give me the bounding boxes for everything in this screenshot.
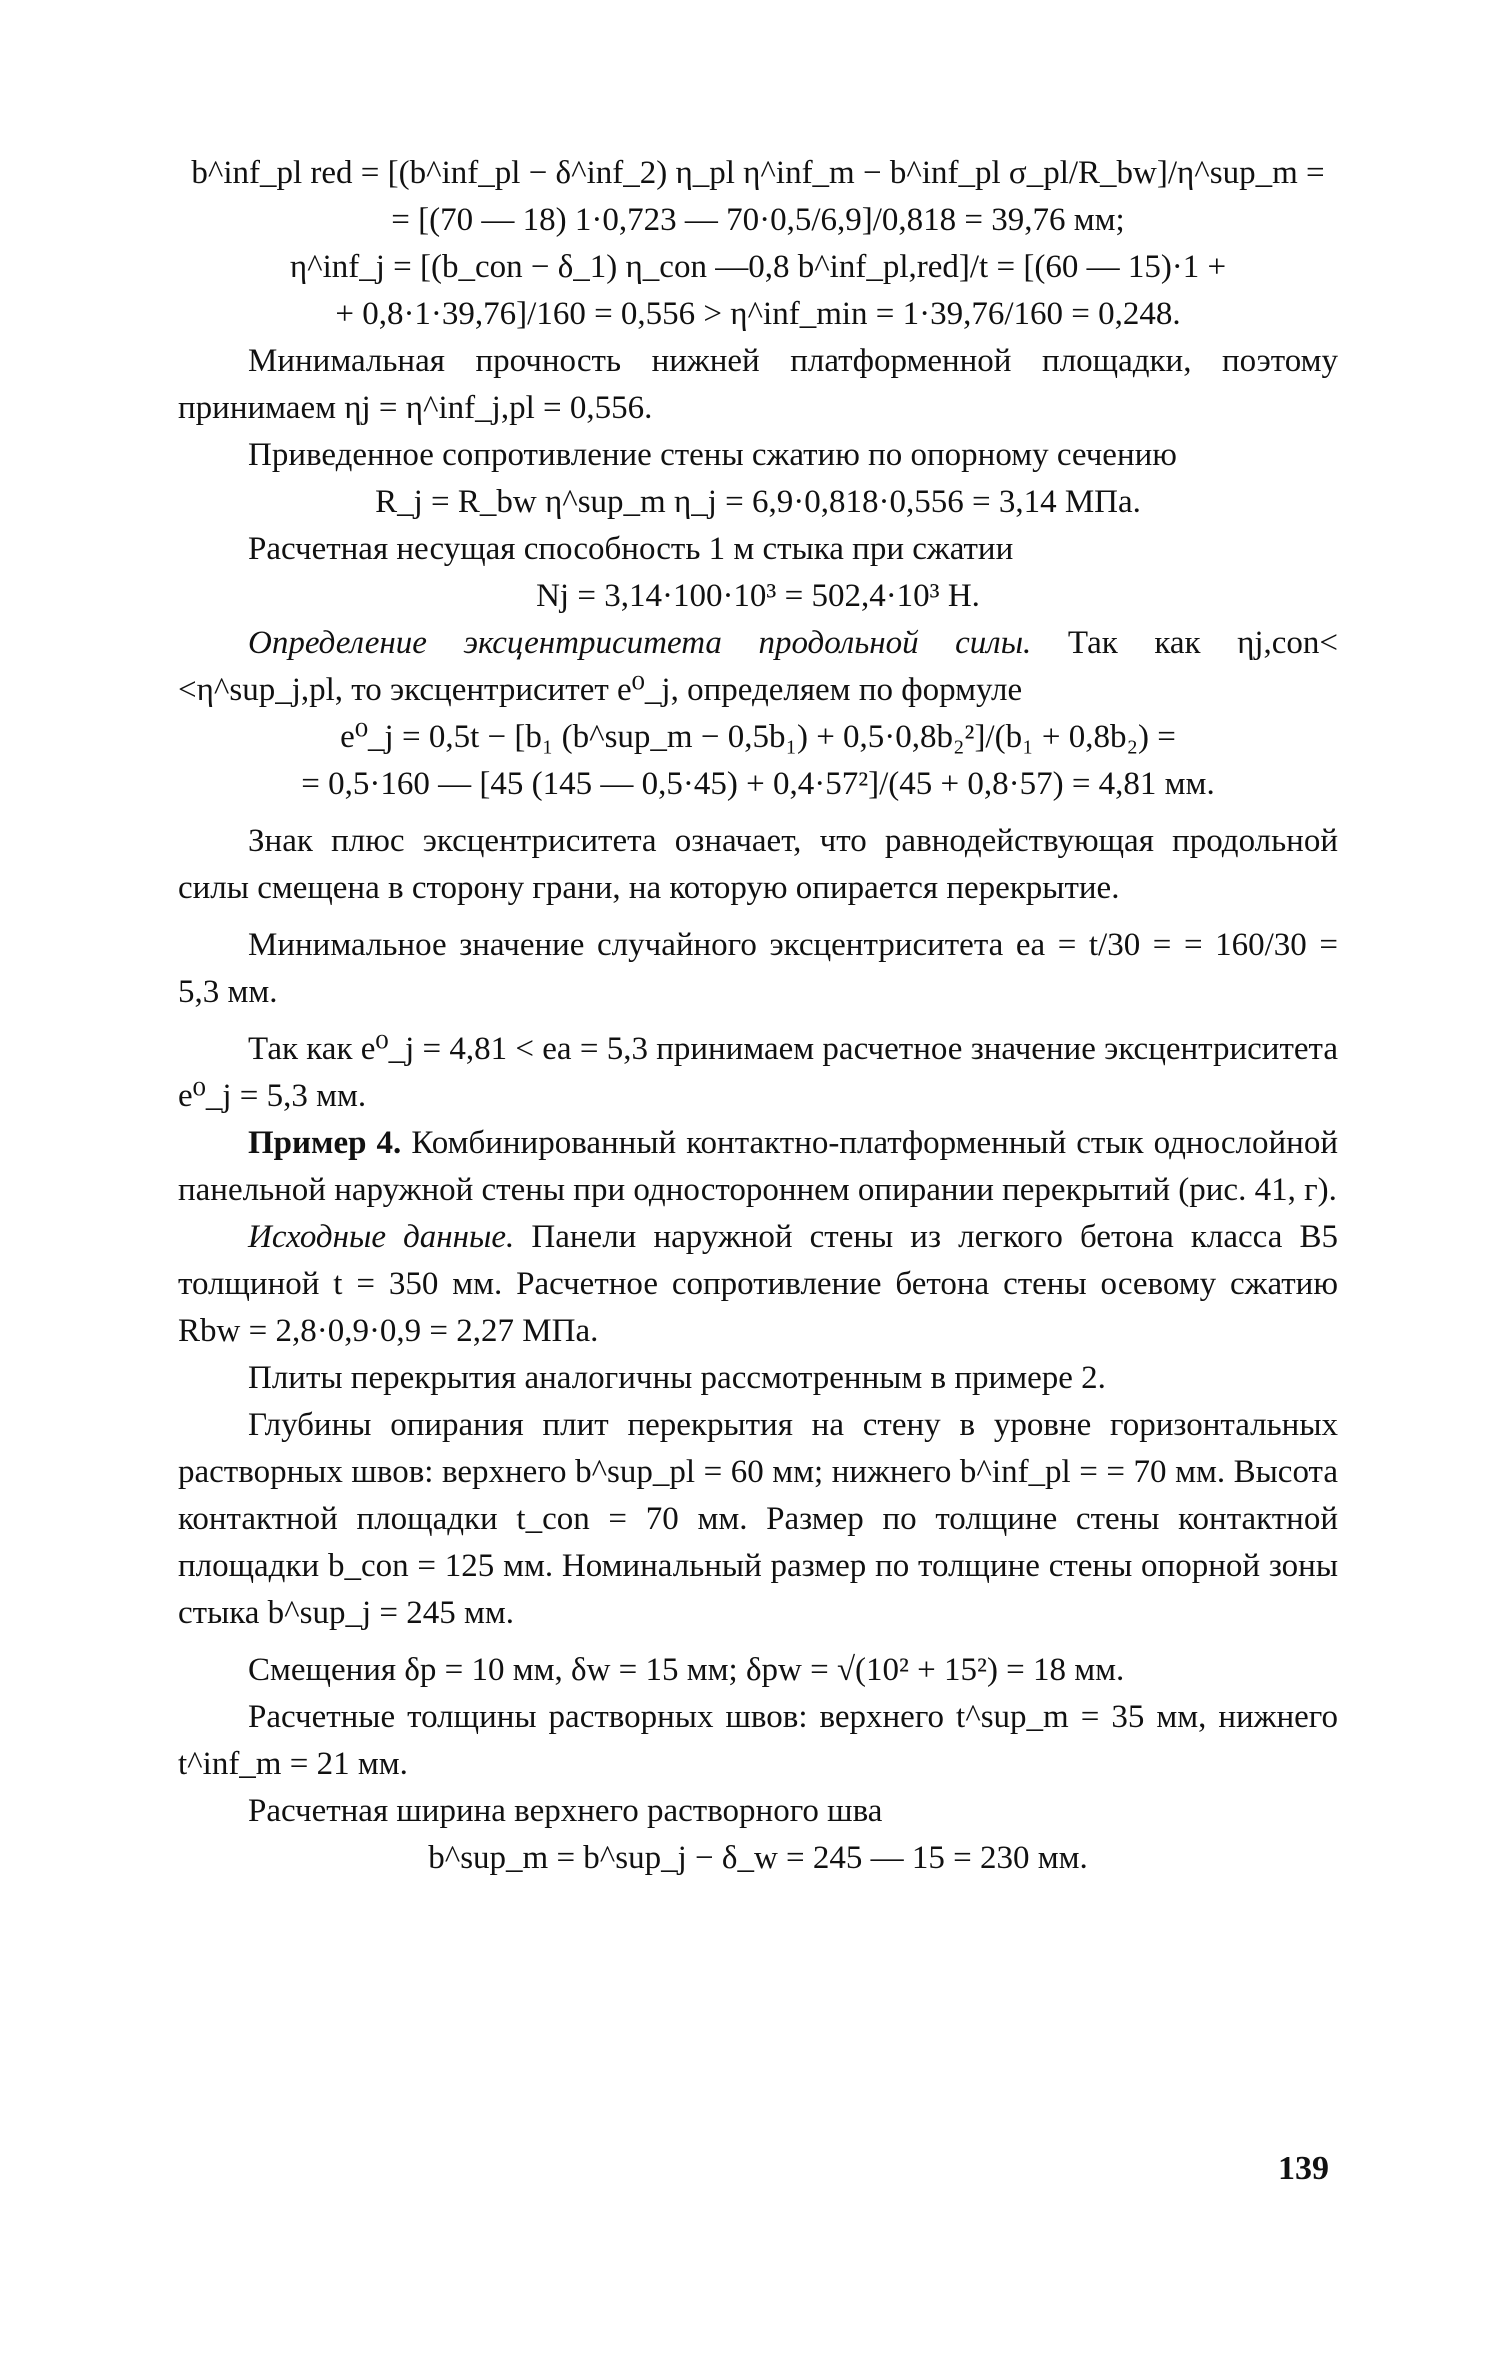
paragraph: Расчетная несущая способность 1 м стыка при сжатии xyxy=(248,531,1014,567)
paragraph xyxy=(178,1214,1338,1355)
paragraph-heading: Определение эксцентриситета продольной силы. xyxy=(248,625,1032,661)
equation-line: b^sup_m = b^sup_j − δ_w = 245 — 15 = 230 мм. xyxy=(428,1840,1088,1876)
paragraph-heading: Исходные данные. xyxy=(248,1219,515,1255)
equation-line: e⁰_j = 0,5t − [b₁ (b^sup_m − 0,5b₁) + 0,5·0,8b₂²]/(b₁ + 0,8b₂) = xyxy=(340,719,1176,755)
paragraph: Минимальная прочность нижней платформенной площадки, поэтому принимаем ηj = η^inf_j,pl = 0,556. xyxy=(178,343,1338,426)
paragraph-body: Так как ηj,con< <η^sup_j,pl, то эксцентриситет e⁰_j, определяем по формуле xyxy=(178,625,1338,708)
equation-line: b^inf_pl red = [(b^inf_pl − δ^inf_2) η_pl η^inf_m − b^inf_pl σ_pl/R_bw]/η^sup_m = xyxy=(191,155,1325,191)
paragraph: Знак плюс эксцентриситета означает, что равнодействующая продольной силы смещена в сторону грани, на которую опирается перекрытие. xyxy=(178,823,1338,906)
paragraph-body: Комбинированный контактно-платформенный стык однослойной панельной наружной стены при одностороннем опирании перекрытий (рис. 41, г). xyxy=(178,1125,1339,1208)
equation-line: = 0,5·160 — [45 (145 — 0,5·45) + 0,4·57²]/(45 + 0,8·57) = 4,81 мм. xyxy=(301,766,1215,802)
equation-line: η^inf_j = [(b_con − δ_1) η_con —0,8 b^inf_pl,red]/t = [(60 — 15)·1 + xyxy=(289,249,1227,285)
equation-line: R_j = R_bw η^sup_m η_j = 6,9·0,818·0,556 = 3,14 МПа. xyxy=(375,484,1141,520)
page-text xyxy=(178,150,1338,1882)
paragraph: Расчетная ширина верхнего растворного шва xyxy=(248,1793,883,1829)
paragraph xyxy=(178,1120,1338,1214)
paragraph xyxy=(178,620,1338,714)
equation-line: = [(70 — 18) 1·0,723 — 70·0,5/6,9]/0,818 = 39,76 мм; xyxy=(391,202,1125,238)
paragraph: Минимальное значение случайного эксцентриситета eа = t/30 = = 160/30 = 5,3 мм. xyxy=(178,927,1338,1010)
paragraph: Приведенное сопротивление стены сжатию по опорному сечению xyxy=(248,437,1177,473)
paragraph-body: Панели наружной стены из легкого бетона класса В5 толщиной t = 350 мм. Расчетное сопротивление бетона стены осевому сжатию Rbw = 2,8·0,9·0,9 = 2,27 МПа. xyxy=(178,1219,1338,1349)
equation-line: Nj = 3,14·100·10³ = 502,4·10³ Н. xyxy=(536,578,980,614)
paragraph: Плиты перекрытия аналогичны рассмотренным в примере 2. xyxy=(248,1360,1106,1396)
paragraph: Так как e⁰_j = 4,81 < eа = 5,3 принимаем расчетное значение эксцентриситета e⁰_j = 5,3 мм. xyxy=(178,1031,1338,1114)
example-heading: Пример 4. xyxy=(248,1125,402,1161)
page-number: 139 xyxy=(1278,2150,1329,2187)
paragraph: Смещения δp = 10 мм, δw = 15 мм; δpw = √(10² + 15²) = 18 мм. xyxy=(248,1652,1125,1688)
equation-line: + 0,8·1·39,76]/160 = 0,556 > η^inf_min = 1·39,76/160 = 0,248. xyxy=(335,296,1181,332)
paragraph: Расчетные толщины растворных швов: верхнего t^sup_m = 35 мм, нижнего t^inf_m = 21 мм. xyxy=(178,1699,1338,1782)
paragraph: Глубины опирания плит перекрытия на стену в уровне горизонтальных растворных швов: верхнего b^sup_pl = 60 мм; нижнего b^inf_pl = = 70 мм. Высота контактной площадки t_con = 70 мм. Размер по толщине стены контактной площадки b_con = 125 мм. Номинальный размер по толщине стены опорной зоны стыка b^sup_j = 245 мм. xyxy=(178,1407,1338,1631)
